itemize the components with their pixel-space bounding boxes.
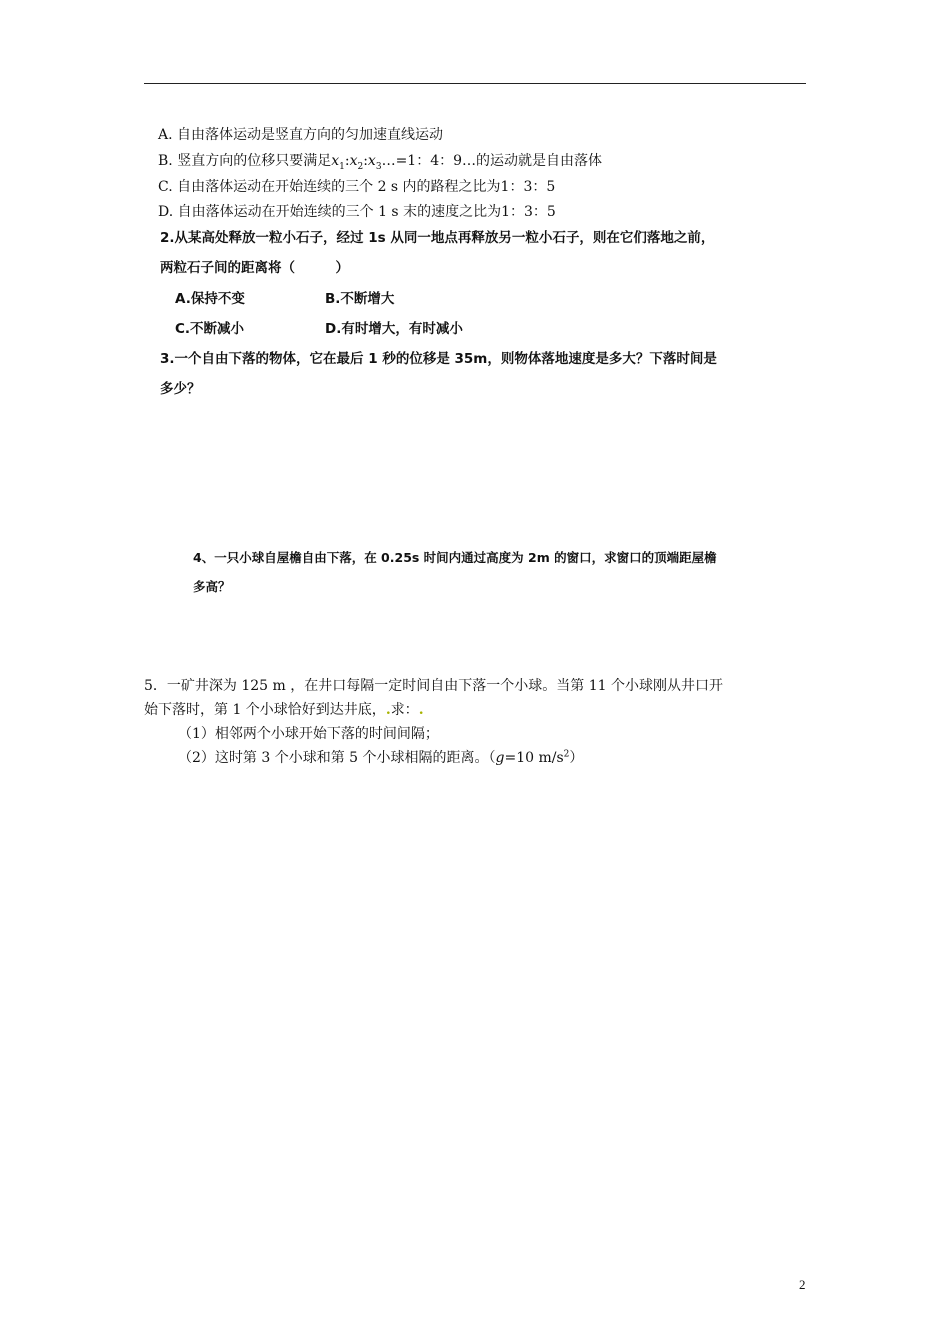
q2-stem-line1: 2.从某高处释放一粒小石子，经过 1s 从同一地点再释放另一粒小石子，则在它们落地之前，: [160, 230, 715, 246]
q5-stem-line1: 5．一矿井深为 125 m ，在井口每隔一定时间自由下落一个小球。当第 11 个小球刚从井口开: [144, 678, 723, 694]
sub-2: 2: [357, 161, 364, 172]
sub-1: 1: [339, 161, 345, 172]
header-rule: [144, 83, 806, 84]
q5-decor-dot-1: .: [385, 702, 391, 718]
q2-option-c: C.不断减小: [175, 321, 245, 337]
q4-stem-line2: 多高？: [193, 579, 231, 594]
var-x1: x: [331, 153, 340, 169]
q4-stem-line1: 4、一只小球自屋檐自由下落，在 0.25s 时间内通过高度为 2m 的窗口，求窗口的顶端距屋檐: [193, 550, 717, 565]
q1-option-b: [158, 151, 602, 171]
q5-stem-line2: [144, 700, 424, 720]
q5-stem-line2-text: 始下落时，第 1 个小球恰好到达井底，: [144, 702, 386, 718]
var-g: g: [495, 750, 505, 766]
q5-sub2-text: （2）这时第 3 个小球和第 5 个小球相隔的距离。（: [178, 750, 496, 766]
q3-stem-line1: 3.一个自由下落的物体，它在最后 1 秒的位移是 35m，则物体落地速度是多大？下落时间是: [160, 351, 717, 367]
q1-option-b-suffix: …=1：4：9…的运动就是自由落体: [381, 153, 603, 169]
q5-sub2-exponent: 2: [563, 749, 570, 760]
var-x3: x: [367, 153, 376, 169]
colon-1: :: [344, 153, 350, 169]
q1-option-b-prefix: B. 竖直方向的位移只要满足: [158, 153, 332, 169]
q5-sub-question-1: （1）相邻两个小球开始下落的时间间隔；: [178, 726, 439, 742]
q2-stem-line2: 两粒石子间的距离将（ ）: [160, 260, 349, 276]
q5-decor-dot-2: .: [418, 702, 424, 718]
colon-2: :: [363, 153, 368, 169]
q1-option-c: C. 自由落体运动在开始连续的三个 2 s 内的路程之比为1：3：5: [158, 179, 556, 195]
q3-stem-line2: 多少？: [160, 381, 201, 397]
q2-option-b: B.不断增大: [325, 291, 395, 307]
q5-stem-line2-ask: 求：: [390, 702, 419, 718]
q1-option-a: A. 自由落体运动是竖直方向的匀加速直线运动: [158, 127, 444, 143]
q2-option-a: A.保持不变: [175, 291, 245, 307]
sub-3: 3: [375, 161, 382, 172]
q1-option-d: D. 自由落体运动在开始连续的三个 1 s 末的速度之比为1：3：5: [158, 204, 556, 220]
q5-sub-question-2: [178, 748, 583, 768]
var-x2: x: [349, 153, 358, 169]
q5-sub2-value: =10 m/s: [504, 750, 564, 766]
q5-sub2-close: ）: [569, 750, 584, 766]
page-number: 2: [799, 1277, 806, 1292]
q2-option-d: D.有时增大，有时减小: [325, 321, 463, 337]
